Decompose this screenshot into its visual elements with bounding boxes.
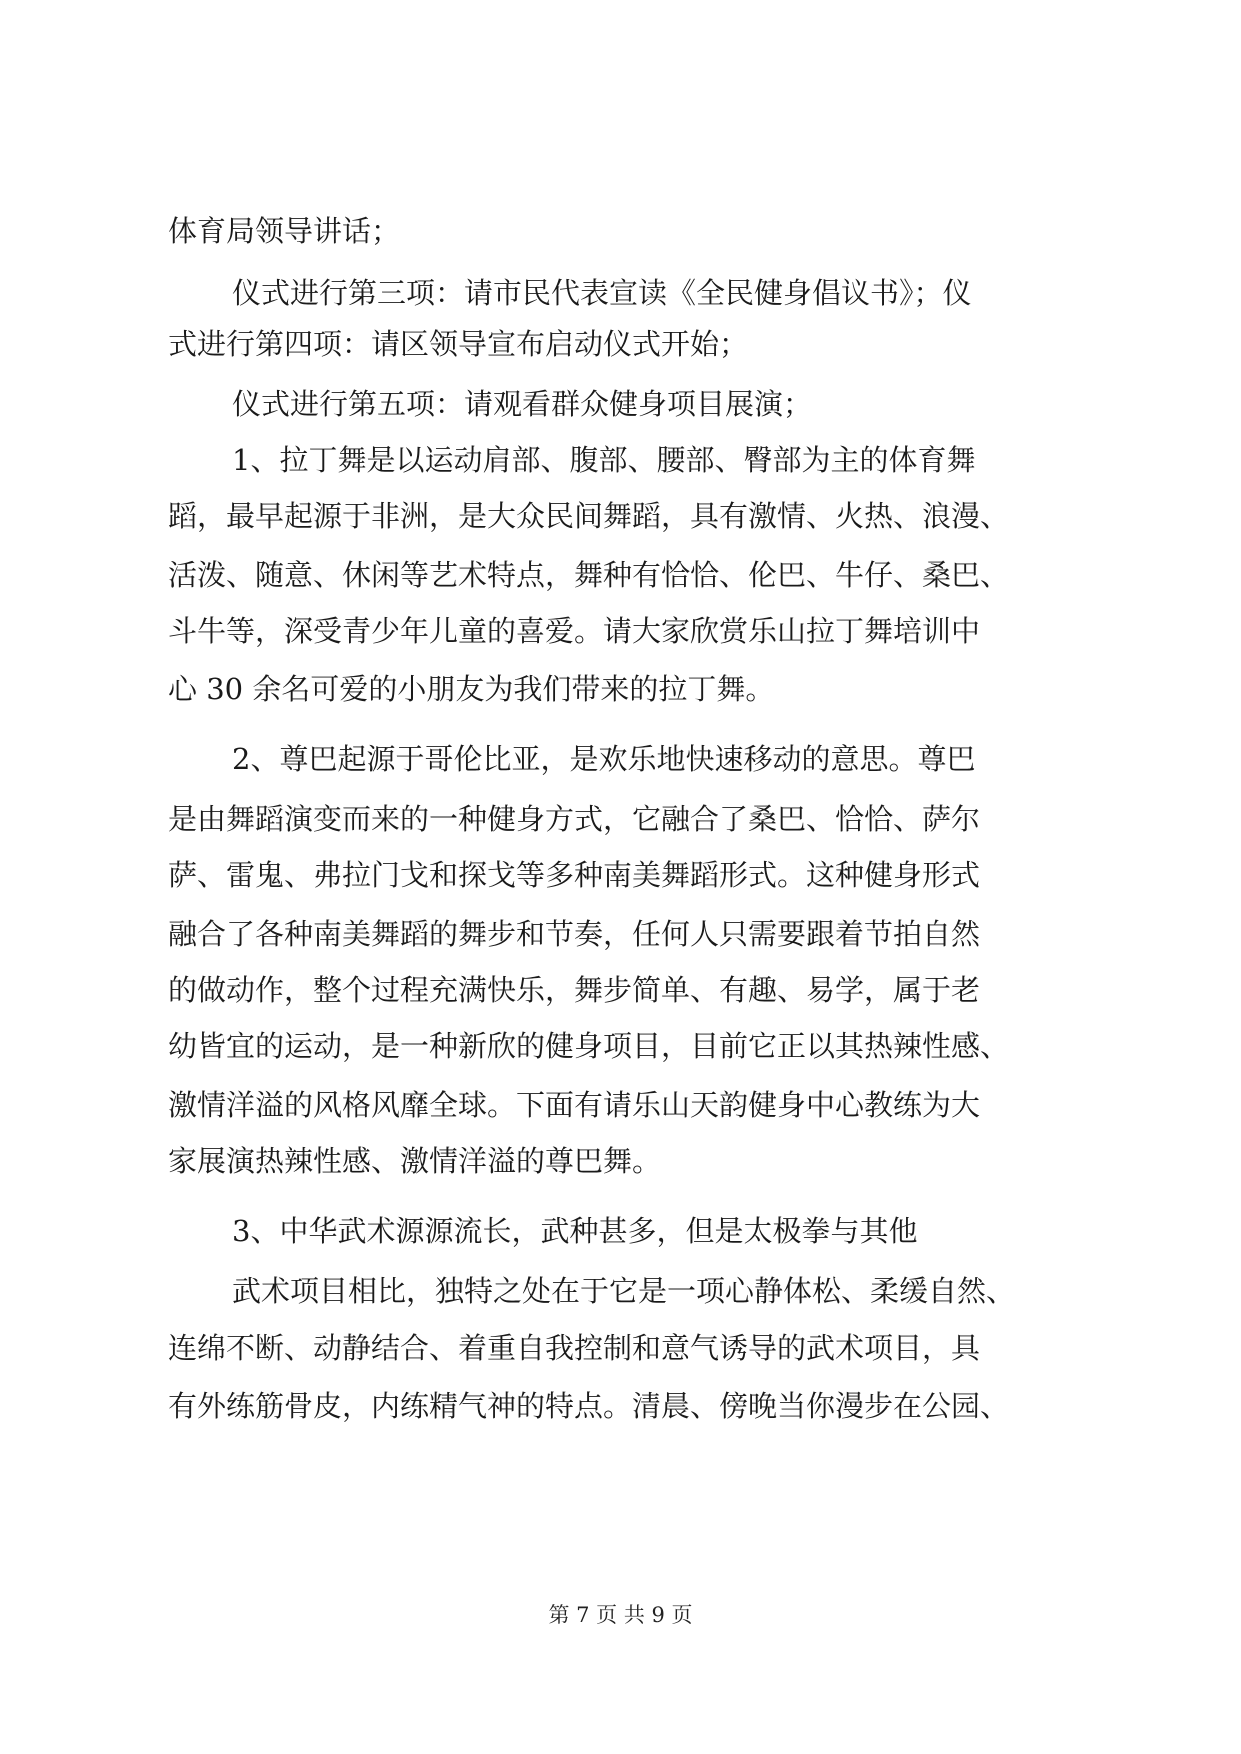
- text-line: 有外练筋骨皮，内练精气神的特点。清晨、傍晚当你漫步在公园、: [168, 1389, 1010, 1423]
- text-line: 激情洋溢的风格风靡全球。下面有请乐山天韵健身中心教练为大: [168, 1088, 981, 1122]
- page-number-footer: 第 7 页 共 9 页: [548, 1603, 693, 1627]
- text-line: 连绵不断、动静结合、着重自我控制和意气诱导的武术项目，具: [168, 1331, 981, 1365]
- text-line: 3、中华武术源源流长，武种甚多，但是太极拳与其他: [232, 1214, 918, 1248]
- text-line: 式进行第四项：请区领导宣布启动仪式开始；: [168, 327, 749, 361]
- text-line: 体育局领导讲话；: [168, 214, 401, 248]
- text-line: 2、尊巴起源于哥伦比亚，是欢乐地快速移动的意思。尊巴: [232, 742, 976, 776]
- text-line: 斗牛等，深受青少年儿童的喜爱。请大家欣赏乐山拉丁舞培训中: [168, 614, 981, 648]
- text-line: 仪式进行第五项：请观看群众健身项目展演；: [232, 387, 813, 421]
- text-line: 是由舞蹈演变而来的一种健身方式，它融合了桑巴、恰恰、萨尔: [168, 802, 981, 836]
- text-line: 活泼、随意、休闲等艺术特点，舞种有恰恰、伦巴、牛仔、桑巴、: [168, 558, 1010, 592]
- text-line: 家展演热辣性感、激情洋溢的尊巴舞。: [168, 1144, 662, 1178]
- text-line: 的做动作，整个过程充满快乐，舞步简单、有趣、易学，属于老: [168, 973, 981, 1007]
- text-line: 幼皆宜的运动，是一种新欣的健身项目，目前它正以其热辣性感、: [168, 1029, 1010, 1063]
- text-line: 仪式进行第三项：请市民代表宣读《全民健身倡议书》；仪: [232, 276, 972, 310]
- text-line: 蹈，最早起源于非洲，是大众民间舞蹈，具有激情、火热、浪漫、: [168, 499, 1010, 533]
- text-line: 萨、雷鬼、弗拉门戈和探戈等多种南美舞蹈形式。这种健身形式: [168, 858, 981, 892]
- text-line: 武术项目相比，独特之处在于它是一项心静体松、柔缓自然、: [232, 1274, 1016, 1308]
- text-line: 1、拉丁舞是以运动肩部、腹部、腰部、臀部为主的体育舞: [232, 443, 976, 477]
- text-line: 心 30 余名可爱的小朋友为我们带来的拉丁舞。: [168, 672, 775, 706]
- text-line: 融合了各种南美舞蹈的舞步和节奏，任何人只需要跟着节拍自然: [168, 917, 981, 951]
